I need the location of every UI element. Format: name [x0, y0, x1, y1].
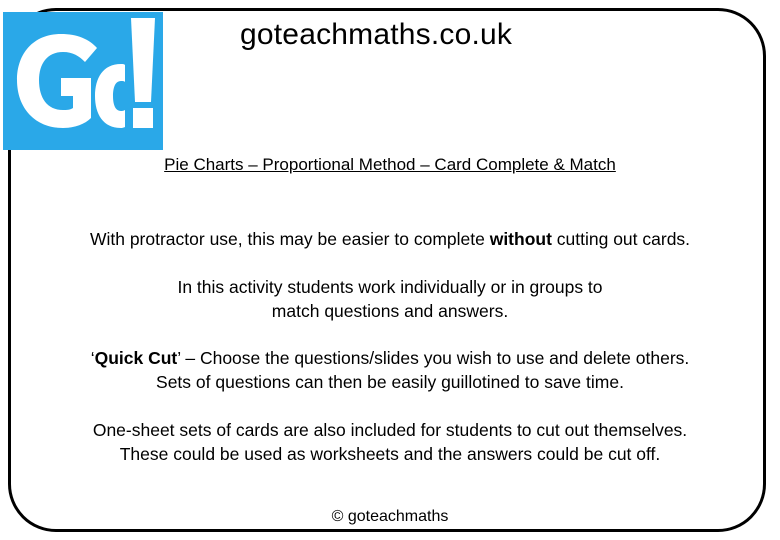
page-title: Pie Charts – Proportional Method – Card Complete & Match	[164, 155, 616, 174]
paragraph-activity	[0, 275, 780, 323]
paragraph-line	[0, 346, 780, 370]
paragraph-text: cutting out cards.	[551, 229, 691, 249]
paragraph-text: With protractor use, this may be easier to complete	[89, 229, 490, 249]
paragraph-protractor	[0, 227, 780, 251]
paragraph-text: ‘	[90, 348, 95, 368]
paragraph-quick-cut	[0, 346, 780, 394]
emphasis-quick-cut: Quick Cut	[94, 348, 178, 368]
paragraph-line: One-sheet sets of cards are also included for students to cut out themselves.	[92, 420, 688, 440]
paragraph-one-sheet	[0, 418, 780, 466]
goteachmaths-logo	[3, 12, 163, 150]
site-title: goteachmaths.co.uk	[240, 18, 513, 51]
paragraph-line: These could be used as worksheets and the answers could be cut off.	[119, 444, 661, 464]
emphasis-without: without	[489, 229, 552, 249]
paragraph-text: ’ – Choose the questions/slides you wish to use and delete others.	[177, 348, 690, 368]
paragraph-line: In this activity students work individually or in groups to	[177, 277, 603, 297]
paragraph-line: match questions and answers.	[271, 301, 509, 321]
paragraph-line: Sets of questions can then be easily guillotined to save time.	[156, 372, 624, 392]
footer-copyright: © goteachmaths	[331, 508, 449, 525]
